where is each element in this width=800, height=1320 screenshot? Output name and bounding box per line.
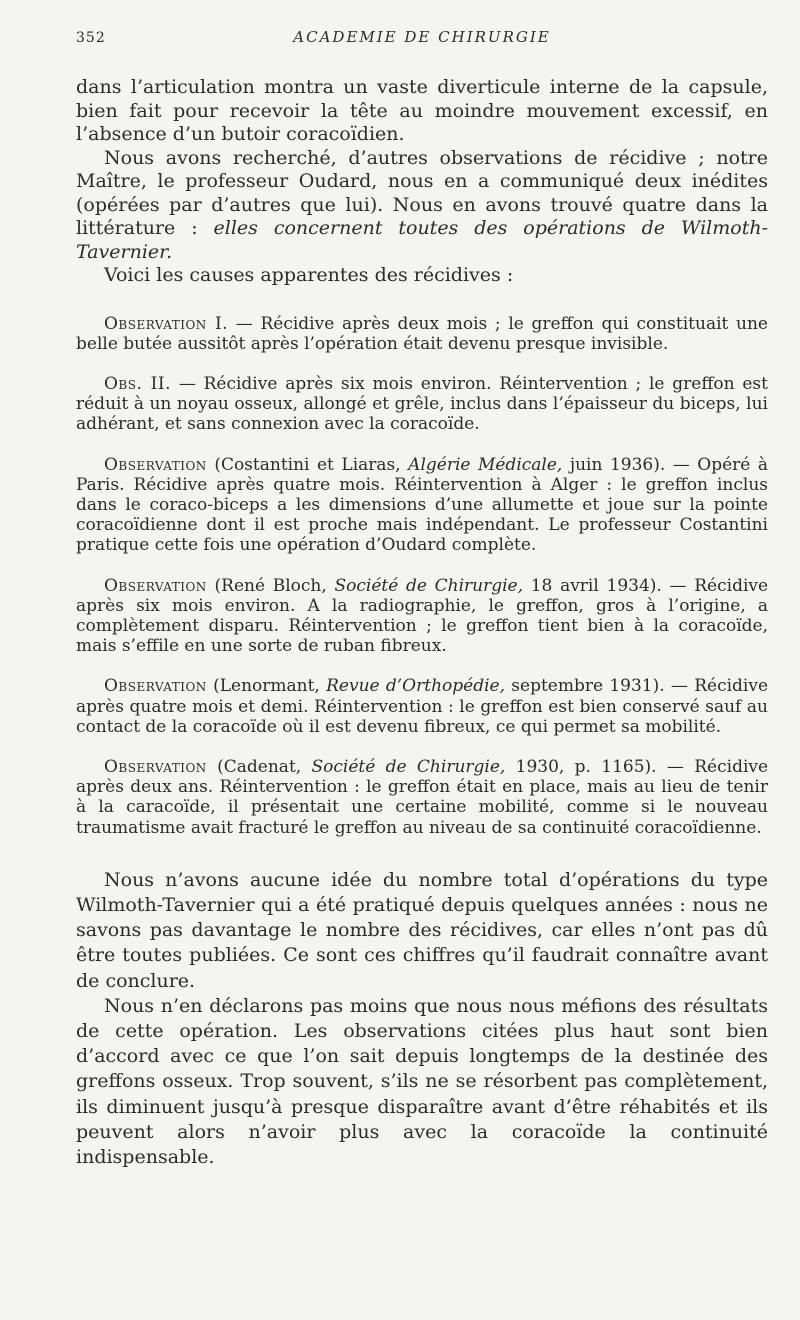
observation-source: (Lenormant, <box>213 676 320 697</box>
intro-paragraph-1: dans l’articulation montra un vaste diverticule interne de la capsule, bien fait pour recevoir la tête au moindre mouvement excessif, en l’absence d’un butoir coracoïdien. <box>76 76 768 145</box>
observation-text: — Récidive après six mois environ. Réintervention ; le greffon est réduit à un noyau osseux, allongé et grêle, inclus dans l’épaisseur du biceps, lui adhérant, et sans connexion avec la coracoïde. <box>76 373 768 435</box>
observation-label: Observation <box>104 575 207 596</box>
intro-paragraph-2-italic: elles concernent toutes des opérations de Wilmoth-Tavernier. <box>76 217 769 263</box>
observation-source-journal: Revue d’Orthopédie, <box>326 676 505 697</box>
observation-5 <box>76 676 768 737</box>
observation-source-date: 1930, p. 1165). <box>515 756 657 777</box>
observation-label: Observation I. <box>104 313 229 334</box>
observation-source-date: 18 avril 1934). <box>530 575 662 596</box>
page <box>76 28 768 1170</box>
observation-text: — Récidive après six mois environ. A la radiographie, le greffon, gros à l’origine, a complètement disparu. Réintervention ; le greffon tient bien à la coracoïde, mais s’effile en une sorte de ruban fibreux. <box>76 575 769 657</box>
observation-3 <box>76 455 768 556</box>
observation-source-date: juin 1936). <box>569 454 666 475</box>
intro-paragraph-2-text: Nous avons recherché, d’autres observations de récidive ; notre Maître, le professeur Oudard, nous en a communiqué deux inédites (opérées par d’autres que lui). Nous en avons trouvé quatre dans la littérature : <box>76 146 768 239</box>
intro-section <box>76 76 768 288</box>
observation-label: Obs. II. <box>104 373 172 394</box>
conclusion-paragraph-1: Nous n’avons aucune idée du nombre total d’opérations du type Wilmoth-Tavernier qui a été pratiqué depuis quelques années : nous ne savons pas davantage le nombre des récidives, car elles n’ont pas dû être toutes publiées. Ce sont ces chiffres qu’il faudrait connaître avant de conclure. <box>76 868 768 992</box>
observation-source: (René Bloch, <box>214 575 327 596</box>
intro-paragraph-3: Voici les causes apparentes des récidives : <box>104 264 514 286</box>
observation-label: Observation <box>104 676 207 697</box>
observation-text: — Opéré à Paris. Récidive après quatre mois. Réintervention à Alger : le greffon inclus dans le coraco-biceps a les dimensions d’une allumette et joue sur la pointe coracoïdienne dont il est proche mais indépendant. Le professeur Costantini pratique cette fois une opération d’Oudard complète. <box>76 454 768 556</box>
observation-source-journal: Société de Chirurgie, <box>334 575 524 596</box>
observations-list <box>76 314 768 838</box>
observation-source-journal: Société de Chirurgie, <box>311 756 506 777</box>
running-header <box>76 28 768 52</box>
running-title: ACADEMIE DE CHIRURGIE <box>293 28 551 46</box>
observation-2 <box>76 374 768 435</box>
intro-paragraph-2 <box>76 147 768 265</box>
observation-1 <box>76 314 768 354</box>
observation-label: Observation <box>104 756 207 777</box>
conclusion-paragraph-2: Nous n’en déclarons pas moins que nous nous méfions des résultats de cette opération. Les observations citées plus haut sont bien d’accord avec ce que l’on sait depuis longtemps de la destinée des greffons osseux. Trop souvent, s’ils ne se résorbent pas complètement, ils diminuent jusqu’à presque disparaître avant d’être réhabités et ils peuvent alors n’avoir plus avec la coracoïde la continuité indispensable. <box>76 994 768 1168</box>
observation-4 <box>76 576 768 657</box>
observation-source-journal: Algérie Médicale, <box>408 454 563 475</box>
observation-text: — Récidive après deux ans. Réintervention : le greffon était en place, mais au lieu de tenir à la caracoïde, il présentait une certaine mobilité, comme si le nouveau traumatisme avait fracturé le greffon au niveau de sa continuité coracoïdienne. <box>76 756 769 838</box>
observation-source: (Costantini et Liaras, <box>214 454 401 475</box>
conclusion-section <box>76 868 768 1170</box>
observation-source: (Cadenat, <box>217 756 302 777</box>
observation-label: Observation <box>104 454 207 475</box>
page-number: 352 <box>76 30 106 46</box>
observation-6 <box>76 757 768 838</box>
observation-source-date: septembre 1931). <box>511 676 665 697</box>
observation-text: — Récidive après quatre mois et demi. Réintervention : le greffon est bien conservé sauf au contact de la coracoïde où il est devenu fibreux, ce qui permet sa mobilité. <box>76 676 769 737</box>
observation-text: — Récidive après deux mois ; le greffon qui constituait une belle butée aussitôt après l’opération était devenu presque invisible. <box>76 313 768 354</box>
